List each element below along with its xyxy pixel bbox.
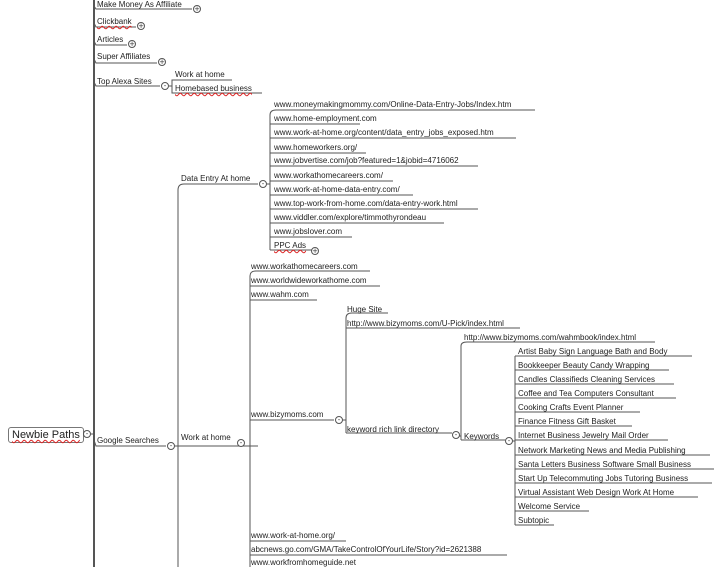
link-workathomecareers-2[interactable] [249,262,360,272]
keyword-row-label: Virtual Assistant Web Design Work At Home [518,488,675,497]
link-viddler[interactable] [272,213,428,223]
link-upick[interactable] [345,319,506,329]
keyword-row-label: Bookkeeper Beauty Candy Wrapping [518,361,650,370]
keyword-row[interactable] [516,446,688,456]
keyword-row[interactable] [516,417,618,427]
keyword-row-label: Start Up Telecommuting Jobs Tutoring Business [518,474,689,483]
articles-expand-icon[interactable]: + [129,40,135,48]
link-work-at-home-org-2-label: www.work-at-home.org/ [251,531,336,540]
data-entry-collapse-icon[interactable]: - [259,180,267,188]
bizymoms-collapse-icon[interactable]: - [335,416,343,424]
link-homeworkers[interactable] [272,143,359,153]
super-affiliates-expand-icon[interactable]: + [159,58,165,66]
link-worldwideworkathome-label: www.worldwideworkathome.com [251,276,367,285]
keyword-row-label: Network Marketing News and Media Publishing [518,446,686,455]
link-work-at-home-data-entry[interactable] [272,185,402,195]
link-moneymakingmommy-label: www.moneymakingmommy.com/Online-Data-Entry-Jobs/Index.htm [274,100,512,109]
keyword-row-label: Candles Classifieds Cleaning Services [518,375,655,384]
google-searches-collapse-icon[interactable]: - [167,442,175,450]
link-jobvertise[interactable] [272,156,461,166]
link-wahmbook[interactable] [462,333,638,343]
link-wahmbook-label: http://www.bizymoms.com/wahmbook/index.html [464,333,637,342]
keyword-row[interactable] [516,488,676,498]
link-jobslover[interactable] [272,227,344,237]
link-abcnews-label: abcnews.go.com/GMA/TakeControlOfYourLife/Story?id=2621388 [251,545,482,554]
link-homeworkers-label: www.homeworkers.org/ [274,143,358,152]
link-jobvertise-label: www.jobvertise.com/job?featured=1&jobid=4716062 [274,156,459,165]
node-bizymoms[interactable] [249,410,325,420]
link-top-work-from-home[interactable] [272,199,460,209]
keyword-row[interactable] [516,361,652,371]
link-abcnews[interactable] [249,545,483,555]
node-google-searches[interactable] [95,436,161,446]
node-alexa-work-at-home-label: Work at home [175,70,225,79]
root-collapse-icon[interactable]: - [83,430,91,438]
clickbank-expand-icon[interactable]: + [138,22,144,30]
node-super-affiliates[interactable] [95,52,152,62]
node-top-alexa-label: Top Alexa Sites [97,77,152,86]
node-keywords-label: Keywords [464,432,500,441]
keyword-row-label: Cooking Crafts Event Planner [518,403,624,412]
keyword-row-label: Santa Letters Business Software Small Business [518,460,691,469]
node-alexa-work-at-home[interactable] [173,70,227,80]
link-worldwideworkathome[interactable] [249,276,369,286]
node-articles-label: Articles [97,35,124,44]
node-super-affiliates-label: Super Affiliates [97,52,151,61]
keyword-row[interactable] [516,347,669,357]
link-moneymakingmommy[interactable] [272,100,513,110]
link-jobslover-label: www.jobslover.com [274,227,343,236]
node-homebased-business-label: Homebased business [175,84,252,93]
keyword-row-label: Welcome Service [518,502,581,511]
link-workfromhomeguide-label: www.workfromhomeguide.net [251,558,356,567]
link-upick-label: http://www.bizymoms.com/U-Pick/index.html [347,319,504,328]
keyword-row[interactable] [516,375,657,385]
root-node[interactable] [8,427,84,443]
top-alexa-collapse-icon[interactable]: - [161,82,169,90]
node-keywords[interactable] [462,432,501,442]
node-top-alexa[interactable] [95,77,154,87]
link-work-at-home-org-label: www.work-at-home.org/content/data_entry_jobs_exposed.htm [274,128,494,137]
keyword-row[interactable] [516,516,551,526]
node-huge-site-label: Huge Site [347,305,383,314]
link-work-at-home-data-entry-label: www.work-at-home-data-entry.com/ [274,185,400,194]
keyword-row-label: Artist Baby Sign Language Bath and Body [518,347,668,356]
node-data-entry[interactable] [179,174,252,184]
keyword-row[interactable] [516,389,656,399]
link-work-at-home-org[interactable] [272,128,496,138]
keyword-row[interactable] [516,474,690,484]
link-top-work-from-home-label: www.top-work-from-home.com/data-entry-work.html [274,199,458,208]
node-google-work-at-home[interactable] [179,433,233,443]
link-home-employment-label: www.home-employment.com [274,114,377,123]
google-work-at-home-collapse-icon[interactable]: - [237,439,245,447]
node-google-searches-label: Google Searches [97,436,159,445]
node-bizymoms-label: www.bizymoms.com [251,410,324,419]
node-data-entry-label: Data Entry At home [181,174,251,183]
keyword-row[interactable] [516,431,651,441]
link-workathomecareers-label: www.workathomecareers.com/ [274,171,383,180]
link-workathomecareers-2-label: www.workathomecareers.com [251,262,358,271]
node-keyword-dir-label: keyword rich link directory [347,425,440,434]
make-money-expand-icon[interactable]: + [194,5,200,13]
keyword-row-label: Subtopic [518,516,550,525]
link-workathomecareers[interactable] [272,171,385,181]
keyword-row[interactable] [516,403,625,413]
node-ppc-ads[interactable] [272,241,308,251]
link-viddler-label: www.viddler.com/explore/timmothyrondeau [274,213,427,222]
keyword-row-label: Internet Business Jewelry Mail Order [518,431,649,440]
keyword-dir-collapse-icon[interactable]: - [452,431,460,439]
node-make-money-label: Make Money As Affiliate [97,0,182,9]
node-make-money[interactable] [95,0,184,10]
keywords-collapse-icon[interactable]: - [505,437,513,445]
root-label: Newbie Paths [12,429,80,441]
keyword-row[interactable] [516,460,693,470]
link-wahm[interactable] [249,290,311,300]
node-articles[interactable] [95,35,125,45]
link-work-at-home-org-2[interactable] [249,531,337,541]
ppc-ads-expand-icon[interactable]: + [312,247,318,255]
node-clickbank[interactable] [95,17,134,27]
node-ppc-ads-label: PPC Ads [274,241,307,250]
node-huge-site[interactable] [345,305,384,315]
keyword-row-label: Finance Fitness Gift Basket [518,417,616,426]
keyword-row[interactable] [516,502,582,512]
link-wahm-label: www.wahm.com [251,290,309,299]
keyword-row-label: Coffee and Tea Computers Consultant [518,389,654,398]
node-homebased-business[interactable] [173,84,254,94]
link-home-employment[interactable] [272,114,379,124]
node-google-work-at-home-label: Work at home [181,433,231,442]
node-keyword-dir[interactable] [345,425,441,435]
node-clickbank-label: Clickbank [97,17,132,26]
